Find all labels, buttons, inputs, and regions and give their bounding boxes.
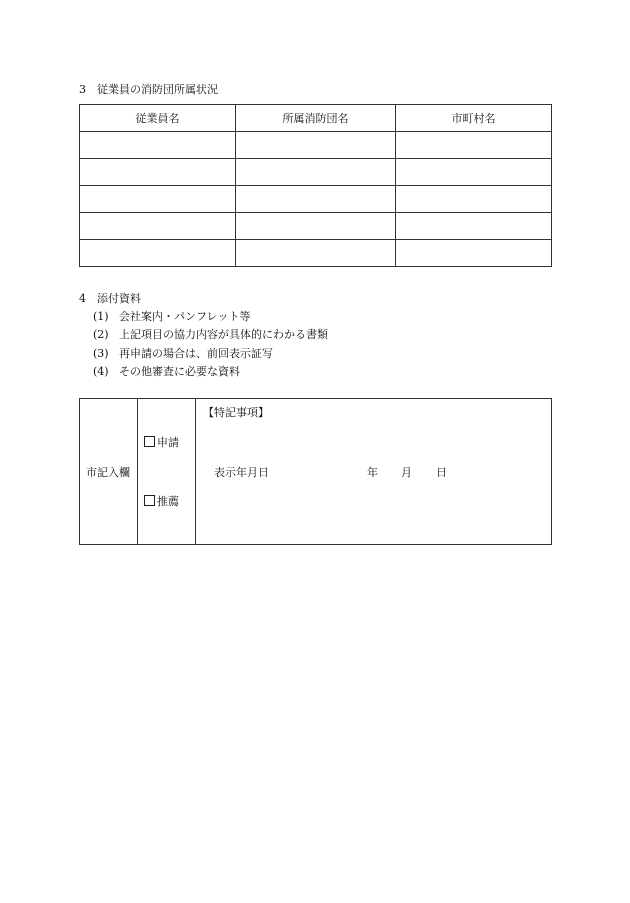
table-row: [80, 186, 552, 213]
table-row: [80, 132, 552, 159]
table-cell[interactable]: [80, 159, 236, 186]
attachment-number: (4): [93, 365, 109, 378]
table-cell[interactable]: [396, 186, 552, 213]
table-cell[interactable]: [80, 213, 236, 240]
table-row: [80, 213, 552, 240]
table-row: [80, 159, 552, 186]
attachment-number: (3): [93, 347, 109, 360]
attachment-number: (2): [93, 328, 109, 341]
attachment-item: [93, 308, 250, 324]
table-row: [80, 240, 552, 267]
city-entry-box: [79, 398, 552, 545]
table-cell[interactable]: [236, 240, 396, 267]
apply-label: 申請: [157, 436, 179, 449]
table-cell[interactable]: [80, 240, 236, 267]
recommend-option[interactable]: [144, 493, 179, 509]
attachment-text: 再申請の場合は、前回表示証写: [119, 347, 273, 360]
table-cell[interactable]: [80, 186, 236, 213]
column-divider: [195, 399, 196, 544]
attachment-number: (1): [93, 310, 109, 323]
header-employee-name: 従業員名: [80, 105, 236, 132]
table-cell[interactable]: [236, 186, 396, 213]
recommend-label: 推薦: [157, 495, 179, 508]
attachment-text: 上記項目の協力内容が具体的にわかる書類: [119, 328, 328, 341]
special-notes-heading: 【特記事項】: [203, 406, 269, 419]
city-entry-label: 市記入欄: [86, 466, 130, 479]
section4-title: 4 添付資料: [79, 292, 141, 305]
table-header-row: [80, 105, 552, 132]
apply-option[interactable]: [144, 434, 179, 450]
attachment-text: 会社案内・パンフレット等: [119, 310, 251, 323]
attachment-item: [93, 363, 240, 379]
table-cell[interactable]: [236, 159, 396, 186]
recommend-checkbox[interactable]: [144, 495, 155, 506]
attachment-item: [93, 326, 328, 342]
employee-table: [79, 104, 552, 267]
apply-checkbox[interactable]: [144, 436, 155, 447]
table-cell[interactable]: [80, 132, 236, 159]
table-cell[interactable]: [396, 240, 552, 267]
attachment-item: [93, 345, 273, 361]
table-cell[interactable]: [396, 159, 552, 186]
month-label: 月: [401, 466, 412, 479]
table-cell[interactable]: [396, 132, 552, 159]
header-fire-brigade: 所属消防団名: [236, 105, 396, 132]
table-cell[interactable]: [236, 213, 396, 240]
display-date-label: 表示年月日: [214, 466, 269, 479]
section3-title: 3 従業員の消防団所属状況: [79, 83, 218, 96]
column-divider: [137, 399, 138, 544]
header-municipality: 市町村名: [396, 105, 552, 132]
table-cell[interactable]: [236, 132, 396, 159]
day-label: 日: [436, 466, 447, 479]
table-cell[interactable]: [396, 213, 552, 240]
year-label: 年: [367, 466, 378, 479]
attachment-text: その他審査に必要な資料: [119, 365, 240, 378]
